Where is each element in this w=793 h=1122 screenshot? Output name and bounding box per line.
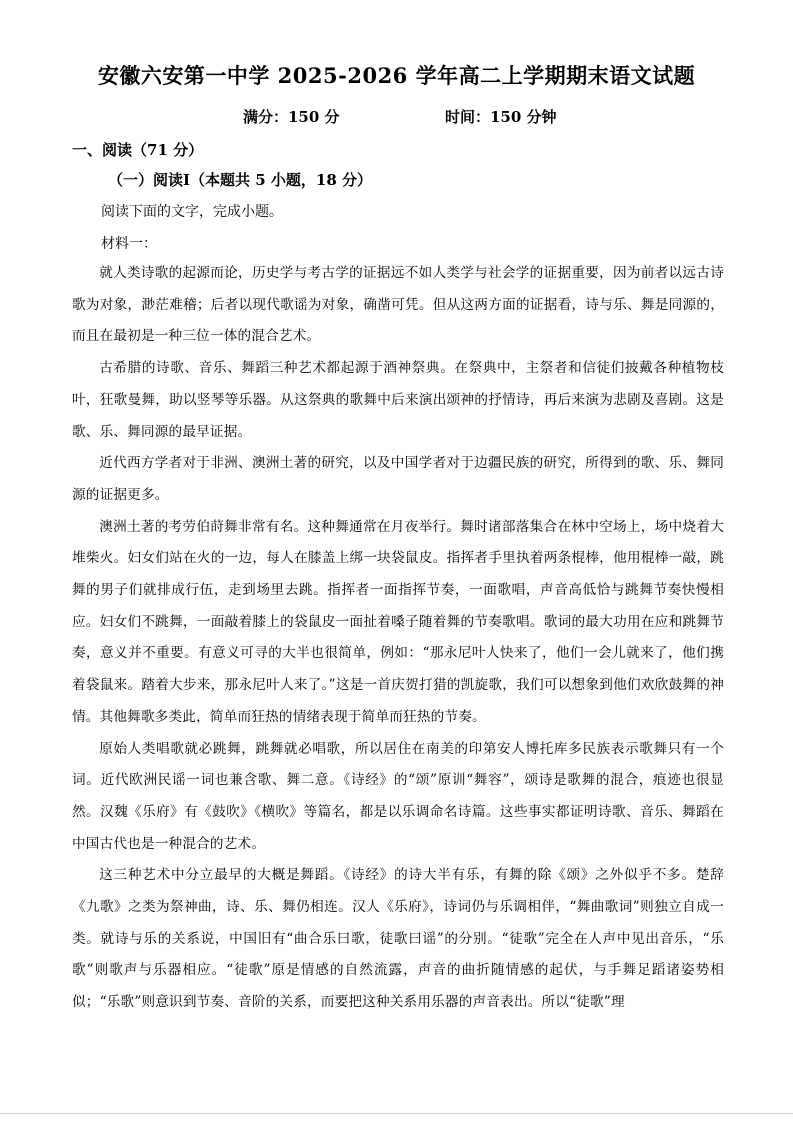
full-score: 满分：150 分 [243, 108, 340, 126]
page-bottom-divider [0, 1113, 793, 1114]
reading-instruction: 阅读下面的文字，完成小题。 [101, 204, 283, 220]
paragraph: 原始人类唱歌就必跳舞，跳舞就必唱歌，所以居住在南美的印第安人博托库多民族表示歌舞只有一个词。近代欧洲民谣一词也兼含歌、舞二意。《诗经》的“颂”原训“舞容”，颂诗是歌舞的混合，痕迹也很显然。汉魏《乐府》有《鼓吹》《横吹》等篇名，都是以乐调命名诗篇。这些事实都证明诗歌、音乐、舞蹈在中国古代也是一种混合的艺术。 [72, 740, 724, 852]
paragraph: 近代西方学者对于非洲、澳洲土著的研究，以及中国学者对于边疆民族的研究，所得到的歌、乐、舞同源的证据更多。 [72, 455, 724, 503]
time-limit: 时间：150 分钟 [445, 108, 557, 126]
paragraph: 澳洲土著的考劳伯莳舞非常有名。这种舞通常在月夜举行。舞时诸部落集合在林中空场上，场中烧着大堆柴火。妇女们站在火的一边，每人在膝盖上绑一块袋鼠皮。指挥者手里执着两条棍棒，他用棍棒一敲，跳舞的男子们就排成行伍，走到场里去跳。指挥者一面指挥节奏，一面歌唱，声音高低恰与跳舞节奏快慢相应。妇女们不跳舞，一面敲着膝上的袋鼠皮一面扯着嗓子随着舞的节奏歌唱。歌词的最大功用在应和跳舞节奏，意义并不重要。有意义可寻的大半也很简单，例如：“那永尼叶人快来了，他们一会儿就来了，他们携着袋鼠来。踏着大步来，那永尼叶人来了。”这是一首庆贺打猎的凯旋歌，我们可以想象到他们欢欣鼓舞的神情。其他舞歌多类此，简单而狂热的情绪表现于简单而狂热的节奏。 [72, 518, 724, 725]
subsection-heading: （一）阅读Ⅰ（本题共 5 小题，18 分） [108, 171, 372, 189]
paragraph: 这三种艺术中分立最早的大概是舞蹈。《诗经》的诗大半有乐，有舞的除《颂》之外似乎不多。楚辞《九歌》之类为祭神曲，诗、乐、舞仍相连。汉人《乐府》，诗词仍与乐调相伴，“舞曲歌词”则独立自成一类。就诗与乐的关系说，中国旧有“曲合乐曰歌，徒歌曰谣”的分别。“徒歌”完全在人声中见出音乐，“乐歌”则歌声与乐器相应。“徒歌”原是情感的自然流露，声音的曲折随情感的起伏，与手舞足蹈诸姿势相似；“乐歌”则意识到节奏、音阶的关系，而要把这种关系用乐器的声音表出。所以“徒歌”理 [72, 867, 724, 1011]
paragraph: 就人类诗歌的起源而论，历史学与考古学的证据远不如人类学与社会学的证据重要，因为前者以远古诗歌为对象，渺茫难稽；后者以现代歌谣为对象，确凿可凭。但从这两方面的证据看，诗与乐、舞是同源的，而且在最初是一种三位一体的混合艺术。 [72, 265, 724, 345]
exam-title: 安徽六安第一中学 2025-2026 学年高二上学期期末语文试题 [97, 63, 696, 88]
exam-meta [0, 104, 793, 130]
material-label: 材料一： [101, 236, 157, 252]
paragraph: 古希腊的诗歌、音乐、舞蹈三种艺术都起源于酒神祭典。在祭典中，主祭者和信徒们披戴各种植物枝叶，狂歌曼舞，助以竖琴等乐器。从这祭典的歌舞中后来演出颂神的抒情诗，再后来演为悲剧及喜剧。这是歌、乐、舞同源的最早证据。 [72, 360, 724, 440]
section-heading: 一、阅读（71 分） [72, 141, 204, 159]
passage-body [72, 258, 724, 1019]
